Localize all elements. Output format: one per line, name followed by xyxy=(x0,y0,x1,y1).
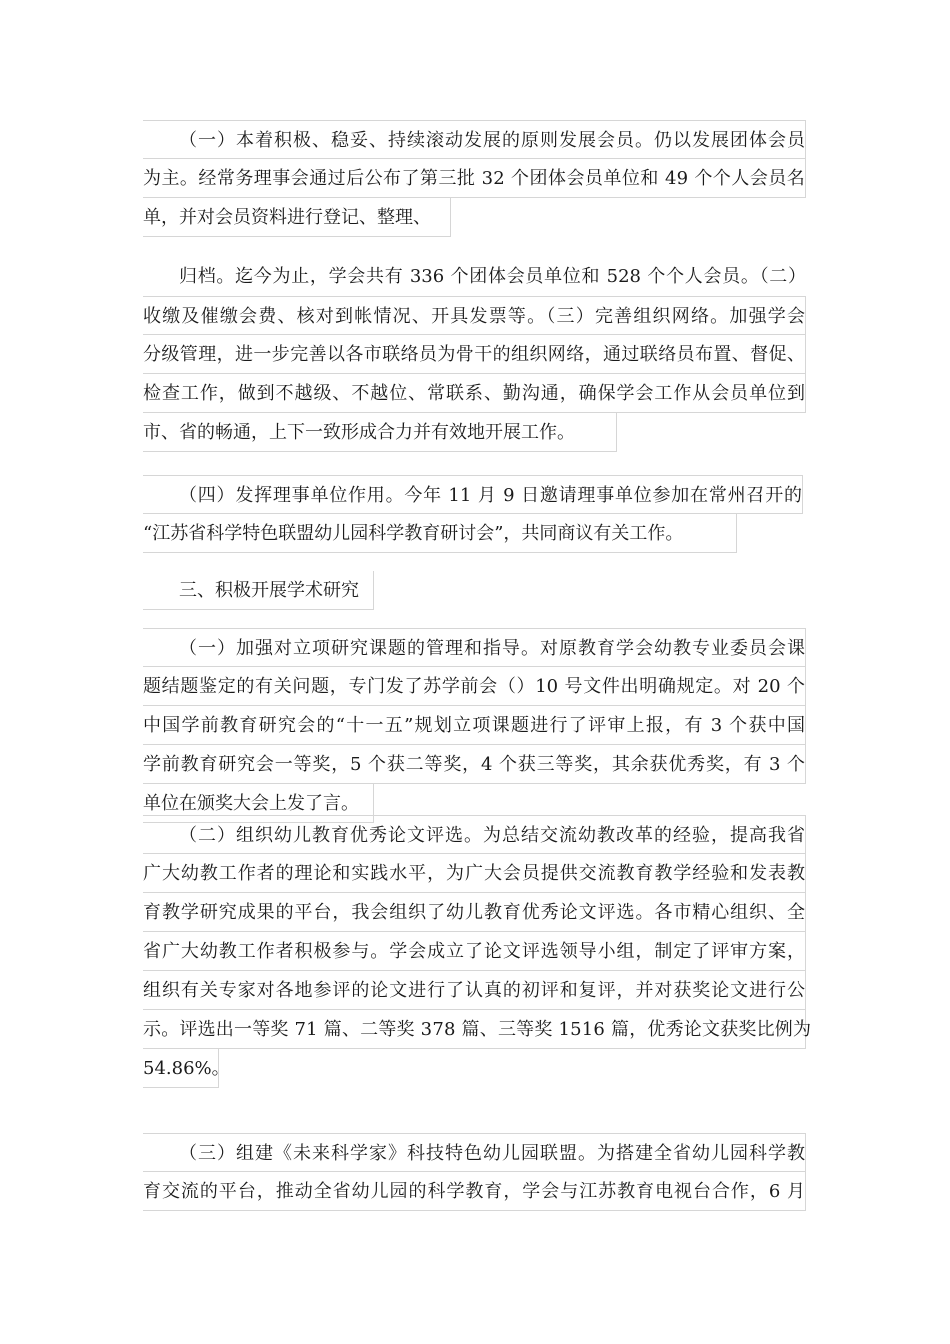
text-line: 市、省的畅通，上下一致形成合力并有效地开展工作。 xyxy=(143,413,617,452)
section-heading: 三、积极开展学术研究 xyxy=(143,571,374,610)
text-line: 归档。迄今为止，学会共有 336 个团体会员单位和 528 个个人会员。（二） xyxy=(179,266,806,287)
text-line: 省广大幼教工作者积极参与。学会成立了论文评选领导小组，制定了评审方案， xyxy=(143,932,806,971)
text-line: 育交流的平台，推动全省幼儿园的科学教育，学会与江苏教育电视台合作，6 月 xyxy=(143,1172,806,1211)
text-line: （三）组建《未来科学家》科技特色幼儿园联盟。为搭建全省幼儿园科学教 xyxy=(143,1133,806,1172)
text-line: 中国学前教育研究会的“十一五”规划立项课题进行了评审上报，有 3 个获中国 xyxy=(143,706,806,745)
text-line: 广大幼教工作者的理论和实践水平，为广大会员提供交流教育教学经验和发表教 xyxy=(143,854,806,893)
text-line: 检查工作，做到不越级、不越位、常联系、勤沟通，确保学会工作从会员单位到 xyxy=(143,374,806,413)
text-line: 示。评选出一等奖 71 篇、二等奖 378 篇、三等奖 1516 篇，优秀论文获奖比例为 xyxy=(143,1010,806,1049)
text-line: 54.86%。 xyxy=(143,1049,219,1088)
text-line: 育教学研究成果的平台，我会组织了幼儿教育优秀论文评选。各市精心组织、全 xyxy=(143,893,806,932)
text-line: 学前教育研究会一等奖，5 个获二等奖，4 个获三等奖，其余获优秀奖，有 3 个 xyxy=(143,745,806,784)
text-line: 分级管理，进一步完善以各市联络员为骨干的组织网络，通过联络员布置、督促、 xyxy=(143,335,806,374)
text-line: 题结题鉴定的有关问题，专门发了苏学前会（）10 号文件出明确规定。对 20 个 xyxy=(143,667,806,706)
text-line: （四）发挥理事单位作用。今年 11 月 9 日邀请理事单位参加在常州召开的 xyxy=(143,475,803,514)
text-line: 单位在颁奖大会上发了言。 xyxy=(143,784,374,823)
text-line: 收缴及催缴会费、核对到帐情况、开具发票等。（三）完善组织网络。加强学会 xyxy=(143,296,806,335)
text-line: （一）加强对立项研究课题的管理和指导。对原教育学会幼教专业委员会课 xyxy=(143,628,806,667)
text-line: 组织有关专家对各地参评的论文进行了认真的初评和复评，并对获奖论文进行公 xyxy=(143,971,806,1010)
text-line: 为主。经常务理事会通过后公布了第三批 32 个团体会员单位和 49 个个人会员名 xyxy=(143,159,806,198)
text-line: “江苏省科学特色联盟幼儿园科学教育研讨会”，共同商议有关工作。 xyxy=(143,514,737,553)
text-line: （一）本着积极、稳妥、持续滚动发展的原则发展会员。仍以发展团体会员 xyxy=(143,120,806,159)
text-line: （二）组织幼儿教育优秀论文评选。为总结交流幼教改革的经验，提高我省 xyxy=(143,815,806,854)
text-line: 单，并对会员资料进行登记、整理、 xyxy=(143,198,451,237)
